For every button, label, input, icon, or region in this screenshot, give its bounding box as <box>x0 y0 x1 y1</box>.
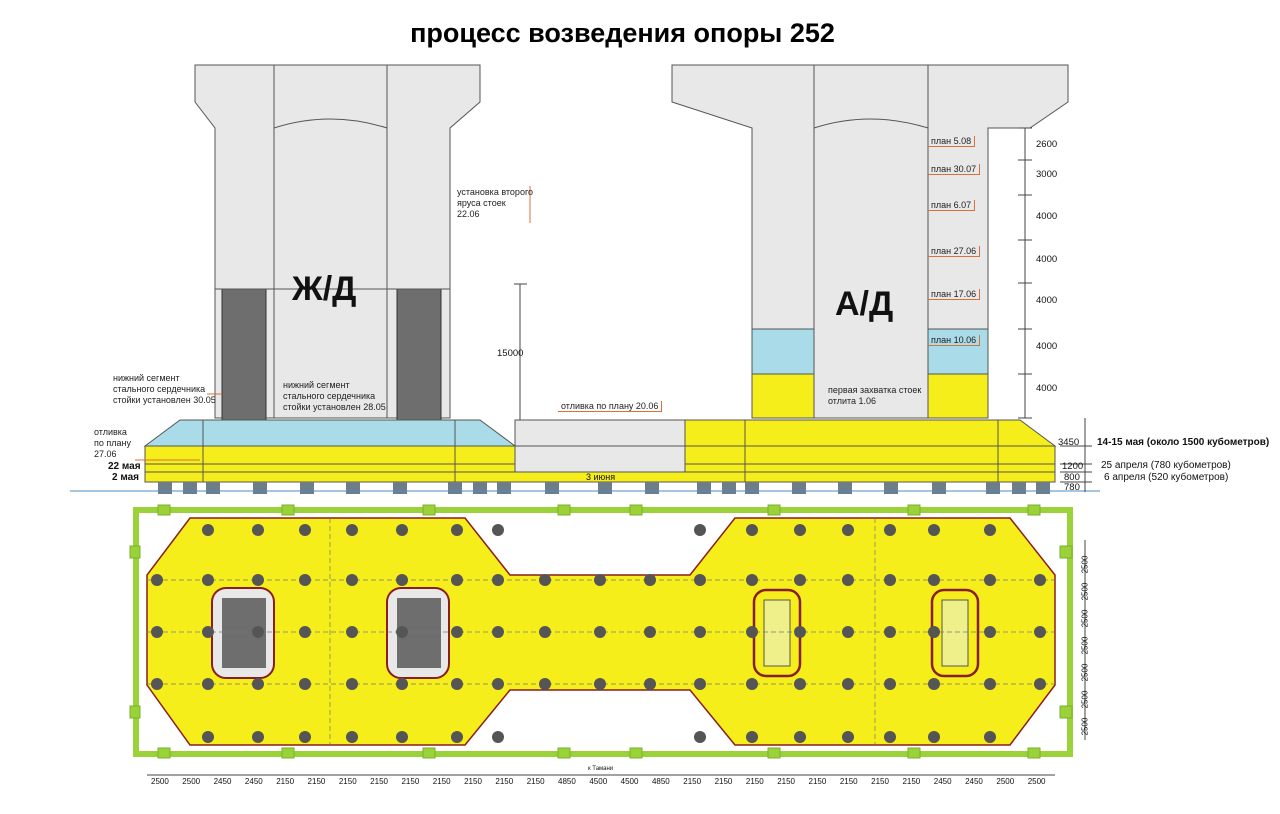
bottom-dim-label: 2150 <box>401 777 420 786</box>
pile-marker <box>202 678 214 690</box>
pile-marker <box>299 524 311 536</box>
bottom-dim-label: 2450 <box>965 777 983 786</box>
pile-marker <box>928 574 940 586</box>
pile-marker <box>884 574 896 586</box>
road-label: А/Д <box>835 285 894 323</box>
pile-marker <box>884 731 896 743</box>
pile-marker <box>346 731 358 743</box>
note-pour-plan-mid: отливка по плану 20.06 <box>558 401 662 412</box>
pile-marker <box>842 731 854 743</box>
rail-footing-blue <box>145 420 515 446</box>
side-dim-label: 2500 <box>1080 636 1090 655</box>
pile-marker <box>928 731 940 743</box>
pile-marker <box>644 574 656 586</box>
pile-marker <box>252 626 264 638</box>
bottom-dim-label: 4500 <box>620 777 639 786</box>
pile-marker <box>794 731 806 743</box>
bottom-dim-label: 2450 <box>244 777 263 786</box>
pile-marker <box>984 574 996 586</box>
side-dim-label: 2500 <box>1080 690 1090 709</box>
bottom-dim-label: 4500 <box>589 777 608 786</box>
base-dim: 780 <box>1064 482 1080 493</box>
bottom-dim-label: 2150 <box>683 777 702 786</box>
pile-marker <box>151 574 163 586</box>
pile-marker <box>842 574 854 586</box>
direction-label: к Тамани <box>588 766 614 772</box>
pile-marker <box>252 731 264 743</box>
note-second-tier: установка второго ярусa стоек 22.06 <box>457 187 534 219</box>
bottom-dim-label: 2150 <box>495 777 514 786</box>
pile-marker <box>694 678 706 690</box>
pile-marker <box>694 626 706 638</box>
pile-marker <box>746 574 758 586</box>
pile-marker <box>151 626 163 638</box>
pile-marker <box>884 524 896 536</box>
pile-marker <box>746 731 758 743</box>
pile-marker <box>794 678 806 690</box>
side-dim-label: 2500 <box>1080 582 1090 601</box>
pile-marker <box>694 574 706 586</box>
bottom-dim-label: 4850 <box>651 777 670 786</box>
pour-date-may22: 22 мая <box>108 461 141 472</box>
pile-marker <box>396 574 408 586</box>
bottom-dim-label: 2150 <box>745 777 764 786</box>
plan-drawing <box>0 500 1280 814</box>
pile-marker <box>202 574 214 586</box>
pile-marker <box>539 626 551 638</box>
rail-label: Ж/Д <box>292 270 357 308</box>
pile-marker <box>884 678 896 690</box>
bottom-dim-label: 2450 <box>933 777 952 786</box>
plan-label: план 5.08 <box>928 136 975 147</box>
pile-marker <box>594 626 606 638</box>
bottom-dim-label: 2150 <box>714 777 733 786</box>
pile-marker <box>451 524 463 536</box>
pile-marker <box>396 524 408 536</box>
pile-row <box>158 482 1050 494</box>
bottom-dim-label: 2450 <box>213 777 232 786</box>
pile-marker <box>202 731 214 743</box>
pour-date-june3: 3 июня <box>586 472 616 482</box>
pile-marker <box>299 574 311 586</box>
pile-marker <box>346 626 358 638</box>
pile-marker <box>451 731 463 743</box>
pour-date-may2: 2 мая <box>112 472 140 483</box>
pile-marker <box>252 524 264 536</box>
pour-3: 6 апреля (520 кубометров) <box>1104 472 1229 483</box>
pile-marker <box>451 678 463 690</box>
road-stage1-right <box>928 374 988 418</box>
bottom-dim-label: 2150 <box>432 777 451 786</box>
bottom-dim-label: 2150 <box>777 777 795 786</box>
note-left-core: нижний сегмент стального сердечника стойки установлен 30.05 <box>113 373 216 405</box>
pile-marker <box>492 678 504 690</box>
vertical-dim: 4000 <box>1036 383 1058 394</box>
pile-marker <box>202 626 214 638</box>
bottom-dim-label: 2150 <box>902 777 921 786</box>
pile-marker <box>492 524 504 536</box>
note-first-stage: первая захватка стоек отлита 1.06 <box>828 385 922 406</box>
road-stage1-left <box>752 374 814 418</box>
pile-marker <box>694 731 706 743</box>
page-title: процесс возведения опоры 252 <box>410 18 835 48</box>
vertical-dim: 4000 <box>1036 211 1058 222</box>
pile-marker <box>492 574 504 586</box>
bottom-dim-label: 2150 <box>871 777 889 786</box>
side-dim-label: 2500 <box>1080 555 1090 574</box>
pile-marker <box>346 524 358 536</box>
vertical-dim: 2600 <box>1036 139 1058 150</box>
pile-marker <box>928 524 940 536</box>
pile-marker <box>299 626 311 638</box>
pile-marker <box>694 524 706 536</box>
bottom-dim-label: 4850 <box>558 777 576 786</box>
pile-marker <box>346 678 358 690</box>
pile-marker <box>396 731 408 743</box>
pile-marker <box>984 626 996 638</box>
pile-marker <box>644 678 656 690</box>
middle-footing-grey <box>515 420 685 446</box>
road-fresh-pour-left <box>752 329 814 374</box>
vertical-dim: 4000 <box>1036 295 1058 306</box>
pile-marker <box>746 678 758 690</box>
side-dim-label: 2500 <box>1080 663 1090 682</box>
pile-marker <box>842 678 854 690</box>
pour-2: 25 апреля (780 кубометров) <box>1101 460 1231 471</box>
base-dim: 800 <box>1064 472 1080 483</box>
pile-marker <box>984 731 996 743</box>
pile-marker <box>252 678 264 690</box>
vertical-dim: 4000 <box>1036 341 1058 352</box>
side-dim-label: 2500 <box>1080 717 1090 736</box>
side-dim-label: 2500 <box>1080 609 1090 628</box>
pile-marker <box>928 678 940 690</box>
pile-marker <box>644 626 656 638</box>
note-pour-plan-left: отливка по плану 27.06 <box>94 427 131 459</box>
plan-label: план 10.06 <box>928 335 980 346</box>
bottom-dim-label: 2150 <box>370 777 388 786</box>
pile-marker <box>451 626 463 638</box>
plan-label: план 6.07 <box>928 200 975 211</box>
pile-marker <box>299 678 311 690</box>
base-layer-middle-grey <box>515 446 685 472</box>
pile-marker <box>539 574 551 586</box>
pile-marker <box>842 626 854 638</box>
bottom-dim-label: 2150 <box>307 777 326 786</box>
pile-marker <box>594 678 606 690</box>
pile-marker <box>151 678 163 690</box>
pile-marker <box>492 626 504 638</box>
bottom-dim-label: 2150 <box>839 777 858 786</box>
bottom-dim-label: 2150 <box>464 777 482 786</box>
plan-label: план 17.06 <box>928 289 980 300</box>
base-layer-2b <box>685 464 1055 472</box>
pile-marker <box>299 731 311 743</box>
road-footing-yellow <box>685 420 1055 446</box>
pile-marker <box>884 626 896 638</box>
bottom-dim-label: 2500 <box>151 777 169 786</box>
bottom-dim-label: 2500 <box>996 777 1015 786</box>
pile-marker <box>539 678 551 690</box>
bottom-dim-label: 2150 <box>276 777 295 786</box>
pile-marker <box>928 626 940 638</box>
note-mid-core: нижний сегмент стального сердечника стойки установлен 28.05 <box>283 380 386 412</box>
plan-label: план 30.07 <box>928 164 980 175</box>
pile-marker <box>794 574 806 586</box>
pile-marker <box>1034 678 1046 690</box>
base-dim: 3450 <box>1058 437 1080 448</box>
base-layer-2 <box>145 464 515 472</box>
pile-marker <box>984 524 996 536</box>
pile-marker <box>252 574 264 586</box>
pile-marker <box>594 574 606 586</box>
dim-15000: 15000 <box>497 348 524 359</box>
bottom-dim-label: 2150 <box>338 777 357 786</box>
pile-marker <box>842 524 854 536</box>
bottom-dim-label: 2500 <box>1027 777 1046 786</box>
plan-label: план 27.06 <box>928 246 980 257</box>
pile-marker <box>984 678 996 690</box>
pile-marker <box>1034 626 1046 638</box>
vertical-dim: 3000 <box>1036 169 1058 180</box>
bottom-dim-label: 2150 <box>526 777 545 786</box>
pour-1: 14-15 мая (около 1500 кубометров) <box>1097 437 1270 448</box>
pile-marker <box>202 524 214 536</box>
pile-marker <box>451 574 463 586</box>
bottom-dim-label: 2500 <box>182 777 201 786</box>
pile-marker <box>794 626 806 638</box>
pile-marker <box>746 626 758 638</box>
bottom-dim-label: 2150 <box>808 777 827 786</box>
pile-marker <box>346 574 358 586</box>
pile-marker <box>396 626 408 638</box>
base-dim: 1200 <box>1062 461 1084 472</box>
vertical-dim: 4000 <box>1036 254 1058 265</box>
pile-marker <box>492 731 504 743</box>
pile-marker <box>396 678 408 690</box>
road-pier-shell <box>672 65 1068 418</box>
pile-marker <box>1034 574 1046 586</box>
pile-marker <box>794 524 806 536</box>
pile-marker <box>746 524 758 536</box>
